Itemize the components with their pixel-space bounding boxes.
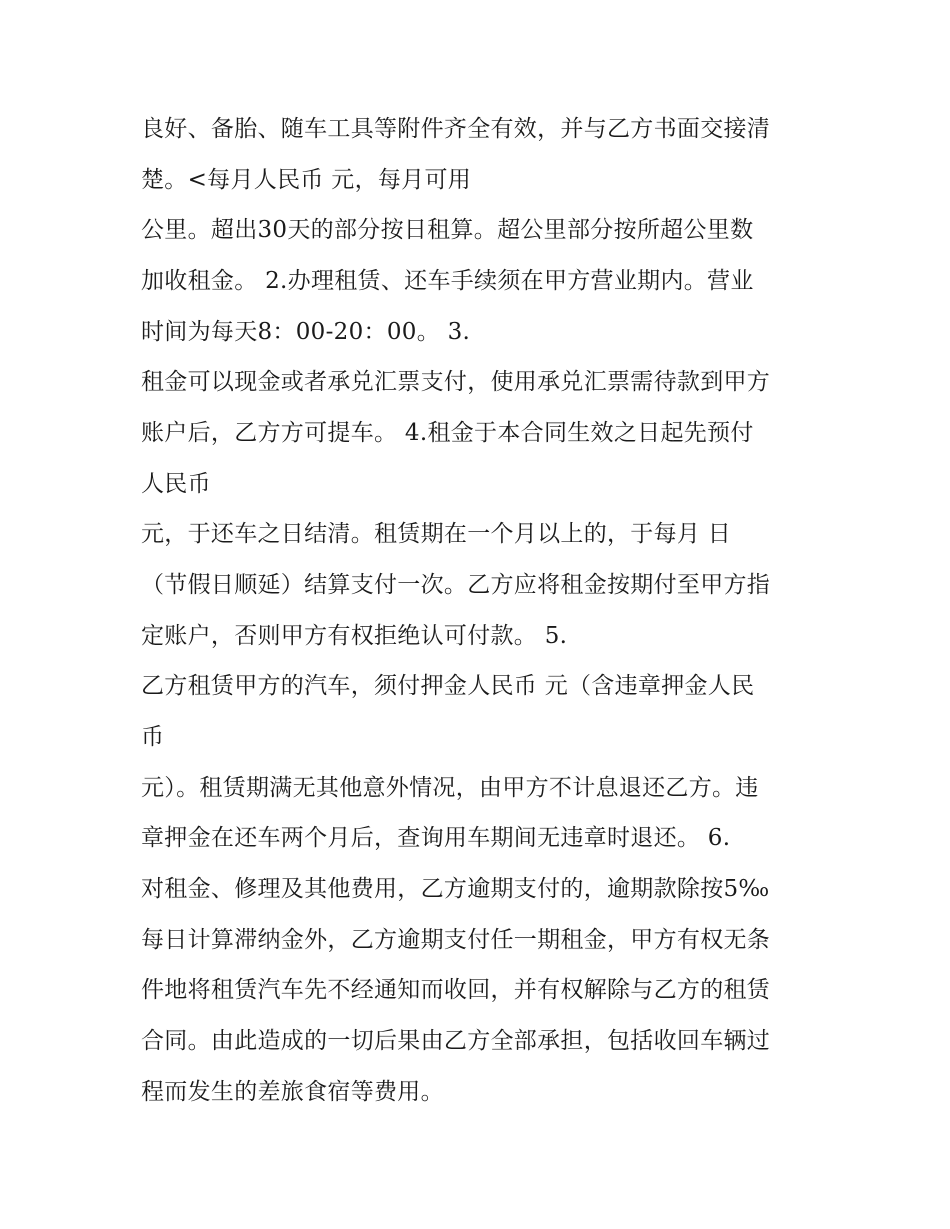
text-line: 章押金在还车两个月后，查询用车期间无违章时退还。 6. — [141, 825, 731, 851]
text-line: 程而发生的差旅食宿等费用。 — [141, 1079, 444, 1105]
text-line: 币 — [141, 724, 165, 750]
text-line: 加收租金。 2.办理租赁、还车手续须在甲方营业期内。营业 — [141, 268, 754, 294]
text-line: （节假日顺延）结算支付一次。乙方应将租金按期付至甲方指 — [141, 572, 771, 598]
text-line: 元）。租赁期满无其他意外情况，由甲方不计息退还乙方。违 — [141, 775, 759, 801]
text-line: 对租金、修理及其他费用，乙方逾期支付的，逾期款除按5‰ — [141, 876, 770, 902]
text-line: 每日计算滞纳金外，乙方逾期支付任一期租金，甲方有权无条 — [141, 927, 771, 953]
text-line: 时间为每天8：00-20：00。 3. — [141, 319, 471, 345]
text-line: 账户后，乙方方可提车。 4.租金于本合同生效之日起先预付 — [141, 420, 754, 446]
text-line: 定账户，否则甲方有权拒绝认可付款。 5. — [141, 623, 568, 649]
text-line: 楚。<每月人民币 元，每月可用 — [141, 167, 472, 193]
text-line: 公里。超出30天的部分按日租算。超公里部分按所超公里数 — [141, 217, 754, 243]
text-line: 租金可以现金或者承兑汇票支付，使用承兑汇票需待款到甲方 — [141, 369, 771, 395]
text-line: 人民币 — [141, 471, 211, 497]
text-line: 元，于还车之日结清。租赁期在一个月以上的，于每月 日 — [141, 521, 732, 547]
text-line: 件地将租赁汽车先不经通知而收回，并有权解除与乙方的租赁 — [141, 977, 771, 1003]
text-line: 乙方租赁甲方的汽车，须付押金人民币 元（含违章押金人民 — [141, 673, 755, 699]
text-line: 良好、备胎、随车工具等附件齐全有效，并与乙方书面交接清 — [141, 116, 771, 142]
text-line: 合同。由此造成的一切后果由乙方全部承担，包括收回车辆过 — [141, 1028, 771, 1054]
